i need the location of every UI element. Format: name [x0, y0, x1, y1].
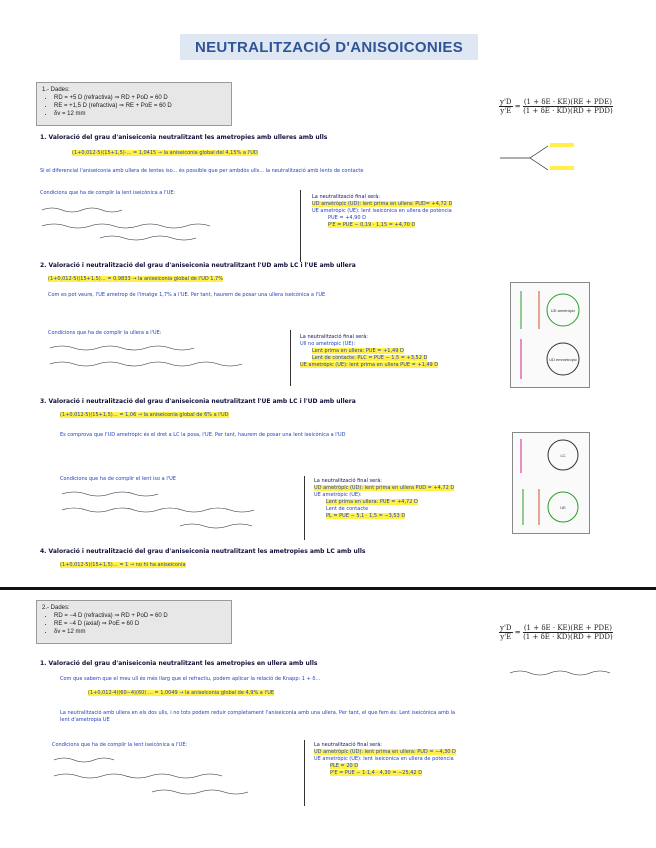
handwritten-line: (1+0,012·5)(15+1,5)·… = 1,0415 → la aniseiconia global del 4,15% a l'UD [72, 150, 258, 156]
handwritten-equation [508, 666, 612, 680]
handwritten-line: Com es pot veure, l'UE ametrop de l'imatge 1,7% a l'UE. Per tant, haurem de posar una ullera iseicònica a l'UE [48, 292, 326, 298]
handwritten-line: (1+0,012·5)(15+1,5)… = 1 → no hi ha aniseiconia [60, 562, 186, 568]
handwritten-line: (1+0,012·4)(60−4)(60) … = 1,0049 → la aniseiconia global de 4,9% a l'UE [88, 690, 275, 696]
handwritten-line: Condicions que ha de complir la ullera a l'UE: [48, 330, 162, 336]
section-title-2-1: 1. Valoració del grau d'aniseiconia neutralitzant les ametropies en ullera amb ulls [40, 660, 318, 667]
result-line: Lent prima en ullera: PUE = +1,49 D [312, 348, 404, 354]
result-title: La neutralització final serà: [314, 742, 382, 748]
aniseiconia-formula-1: $\frac{y'D}{y'E}$ = $\frac{\text{(1 + δE · KE)(RE + PDE)}}{\text{(1 + δE · KD)(RD + PDD)}}$ [500, 98, 613, 115]
formula-rhs: $\frac{\text{(1 + δE · KE)(RE + PDE)}}{\text{(1 + δE · KD)(RD + PDD)}}$ [523, 98, 613, 115]
handwritten-line: Es comprova que l'UD ametròpic és el dret a LC la posa, l'UE. Per tant, haurem de posar una lent iseicònica a l'UD [60, 432, 346, 438]
handwritten-line: Com que sabem que el meu ull és més llarg que el refractiu, podem aplicar la relació de Knapp: 1 + δ… [60, 676, 321, 682]
eye-diagram-1 [510, 282, 590, 388]
data-title-2: 2.- Dades: [42, 605, 70, 611]
page-title: NEUTRALITZACIÓ D'ANISOICONIES [194, 38, 464, 56]
divider [290, 330, 291, 386]
data-box-1 [36, 82, 232, 126]
section-title-1-1: 1. Valoració del grau d'aniseiconia neutralitzant les ametropies amb ulleres amb ulls [40, 134, 328, 141]
result-line: PUE = +4,90 D [328, 215, 366, 221]
data-title-1: 1.- Dades: [42, 87, 70, 93]
result-line: PLE = 20 D [330, 763, 359, 769]
result-line: UE ametròpic (UE): lent prima en ullera PUE = +1,49 D [300, 362, 439, 368]
equation-sketch [40, 204, 270, 248]
handwritten-equation [48, 340, 288, 380]
result-line: P'E = PUE − 1·1,4 · 4,30 = −25,42 D [330, 770, 423, 776]
result-title: La neutralització final serà: [314, 478, 382, 484]
aniseiconia-formula-2: $\frac{y'D}{y'E}$ = $\frac{\text{(1 + δE · KE)(RE + PDE)}}{\text{(1 + δE · KD)(RD + PDD)}}$ [500, 624, 613, 641]
divider [300, 190, 301, 262]
result-line: UD ametròpic (UD): lent prima en ullera: PUD = −4,30 D [314, 749, 456, 755]
result-line: Ull no ametròpic (UE): [300, 341, 356, 347]
handwritten-line: Condicions que ha de complir el lent iso a l'UE [60, 476, 176, 482]
result-line: Lent de contacte [326, 506, 369, 512]
data-item: • δv = 12 mm [54, 110, 226, 118]
lens-branch-diagram [496, 138, 606, 178]
result-line: Lent prima en ullera: PUE = +4,72 D [326, 499, 418, 505]
handwritten-equation [60, 486, 300, 534]
divider [304, 740, 305, 806]
result-line: UE ametròpic (UE): lent iseicònica en ullera de potència [314, 756, 454, 762]
section-title-1-3: 3. Valoració i neutralització del grau d'aniseiconia neutralitzant l'UE amb LC i l'UD amb ullera [40, 398, 356, 405]
result-line: PL = PUE − 5,1 · 1,5 = −3,53 D [326, 513, 406, 519]
handwritten-line: Condicions que ha de complir la lent iseicònica a l'UE: [40, 190, 176, 196]
section-title-1-4: 4. Valoració i neutralització del grau d'aniseiconia neutralitzant les ametropies amb LC amb ulls [40, 548, 366, 555]
data-item: • RD = −4 D (refractiva) ⇒ RD + PoD = 60 D [54, 612, 226, 620]
fig-label: UE [560, 505, 566, 510]
formula-lhs: $\frac{y'D}{y'E}$ [500, 98, 512, 115]
result-box-2-1 [314, 742, 534, 777]
handwritten-line: La neutralització amb ullera en els dos ulls, i no tots podem reduir completament l'aniseiconia amb una ullera. Per tant, el que fem és: Lent iseicònica amb la lent d'ametropia UE [60, 710, 456, 723]
eye-diagram-2 [512, 432, 590, 534]
result-title: La neutralització final serà: [300, 334, 368, 340]
fig-label: UD ametròpic [550, 308, 576, 313]
fig-label: LC [560, 453, 566, 458]
data-item: • δv = 12 mm [54, 628, 226, 636]
divider [304, 476, 305, 540]
handwritten-line: (1+0,012·5)(15+1,5)… = 0,9833 → la aniseiconia global de l'UD 1,7% [48, 276, 223, 282]
handwritten-line: (1+0,012·5)(15+1,5)… = 1,06 → la aniseiconia global de 6% a l'UD [60, 412, 229, 418]
handwritten-equation [52, 752, 292, 802]
data-item: • RE = +1,5 D (refractiva) ⇒ RE + PoE = 60 D [54, 102, 226, 110]
result-line: UE ametròpic (UE): [314, 492, 362, 498]
section-title-1-2: 2. Valoració i neutralització del grau d'aniseiconia neutralitzant l'UD amb LC i l'UE amb ullera [40, 262, 356, 269]
page-title-box [180, 34, 478, 60]
fig-label: UD emmetròpic [549, 357, 577, 362]
data-box-2 [36, 600, 232, 644]
result-line: UD ametròpic (UD): lent prima en ullera: PUD= +4,72 D [312, 201, 453, 207]
handwritten-line: Condicions que ha de complir la lent iseicònica a l'UE: [52, 742, 188, 748]
result-line: Lent de contacte: PLC = PUE − 1,5 = +3,52 D [312, 355, 428, 361]
result-box-1-3 [314, 478, 514, 520]
result-title: La neutralització final serà: [312, 194, 380, 200]
handwritten-equation [40, 204, 270, 248]
formula-lhs: $\frac{y'D}{y'E}$ [500, 624, 512, 641]
data-item: • RD = +5 D (refractiva) ⇒ RD + PoD = 60 D [54, 94, 226, 102]
handwritten-line: Si el diferencial l'aniseiconia amb ullera de lentes iso... és possible que per ambdós ulls... la neutralització amb lents de contacte [40, 168, 364, 174]
result-box-1-2 [300, 334, 500, 369]
result-line: UD ametròpic (UD): lent prima en ullera PUD = +4,72 D [314, 485, 455, 491]
page-separator [0, 587, 656, 590]
result-box-1-1 [312, 194, 532, 229]
result-line: UE ametròpic (UE): lent iseicònica en ullera de potència [312, 208, 452, 214]
formula-rhs: $\frac{\text{(1 + δE · KE)(RE + PDE)}}{\text{(1 + δE · KD)(RD + PDD)}}$ [523, 624, 613, 641]
result-line: P'E = PUE − 0,19 · 1,15 = +4,70 D [328, 222, 416, 228]
data-item: • RE = −4 D (axial) ⇒ PoE = 60 D [54, 620, 226, 628]
